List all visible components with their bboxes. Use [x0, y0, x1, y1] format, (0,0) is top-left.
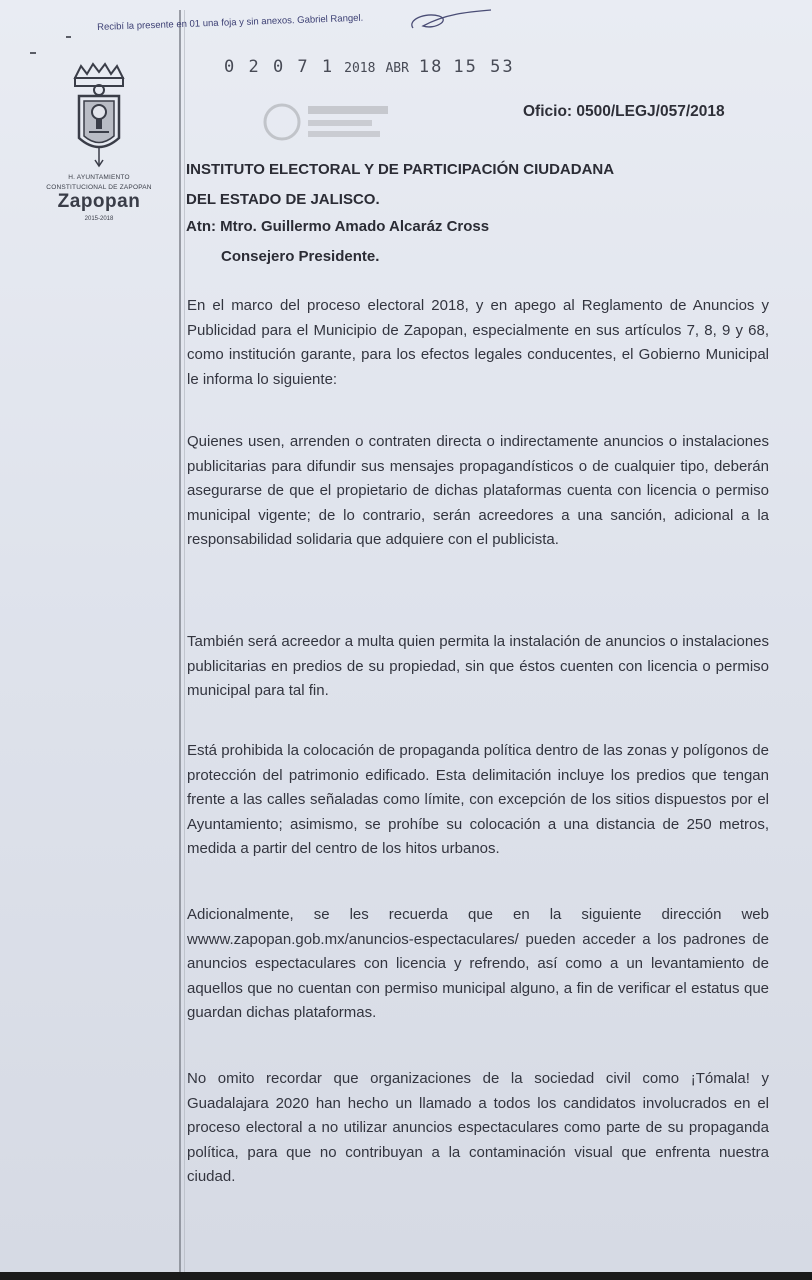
coat-of-arms-icon — [67, 60, 131, 172]
addressee-attention: Atn: Mtro. Guillermo Amado Alcaráz Cross — [186, 218, 490, 235]
logo-name: Zapopan — [57, 191, 141, 212]
zapopan-logo — [36, 60, 162, 222]
stamp-month: ABR — [385, 61, 409, 76]
margin-mark — [30, 52, 36, 54]
paragraph-website: Adicionalmente, se les recuerda que en la siguiente dirección web wwww.zapopan.gob.mx/anuncios-espectaculares/ pueden acceder a los padrones de anuncios espectaculares con licencia y refrendo, así como a un levantamiento de aquellos que no cuentan con permiso municipal alguno, a fin de verificar el estatus que guardan dichas plataformas. — [187, 906, 769, 1022]
logo-years: 2015-2018 — [84, 216, 114, 222]
stamp-time: 15 53 — [453, 57, 515, 77]
stamp-number: 0 2 0 7 1 — [224, 57, 335, 77]
addressee-block — [186, 157, 614, 269]
paragraph-intro: En el marco del proceso electoral 2018, y en apego al Reglamento de Anuncios y Publicidad para el Municipio de Zapopan, especialmente en sus artículos 7, 8, 9 y 68, como institución garante, para los efectos legales conducentes, el Gobierno Municipal le informa lo siguiente: — [187, 297, 769, 388]
logo-caption-line2: CONSTITUCIONAL DE ZAPOPAN — [46, 183, 152, 191]
logo-caption-line1: H. AYUNTAMIENTO — [68, 174, 130, 181]
paragraph-license-requirement: Quienes usen, arrenden o contraten directa o indirectamente anuncios o instalaciones publicitarias para difundir sus mensajes propagandísticos o de cualquier tipo, deberán asegurarse de que el propietario de dichas plataformas cuenta con licencia o permiso municipal vigente; de lo contrario, serán acreedores a una sanción, adicional a la responsabilidad solidaria que adquiere con el publicista. — [187, 433, 769, 549]
page-fold-line — [179, 10, 181, 1272]
addressee-institute: INSTITUTO ELECTORAL Y DE PARTICIPACIÓN CIUDADANA — [186, 161, 615, 178]
faded-stamp-icon — [262, 100, 402, 144]
margin-mark — [66, 36, 71, 38]
page-fold-shadow — [184, 10, 185, 1272]
paragraph-civil-society: No omito recordar que organizaciones de la sociedad civil como ¡Tómala! y Guadalajara 2020 han hecho un llamado a todos los candidatos involucrados en el proceso electoral a no utilizar anuncios espectaculares como parte de su propaganda política, para que no contribuyan a la contaminación visual que enfrenta nuestra ciudad. — [187, 1070, 769, 1186]
stamp-year: 2018 — [344, 61, 376, 76]
oficio-number: Oficio: 0500/LEGJ/057/2018 — [523, 103, 725, 120]
received-note: Recibí la presente en 01 una foja y sin anexos. Gabriel Rangel. — [97, 12, 364, 33]
addressee-state: DEL ESTADO DE JALISCO. — [186, 191, 380, 208]
addressee-title: Consejero Presidente. — [221, 248, 380, 265]
paragraph-owner-fine: También será acreedor a multa quien permita la instalación de anuncios o instalaciones publicitarias en predios de su propiedad, sin que éstos cuenten con licencia o permiso municipal para tal fin. — [187, 633, 769, 700]
paragraph-prohibition: Está prohibida la colocación de propaganda política dentro de las zonas y polígonos de protección del patrimonio edificado. Esta delimitación incluye los predios que tengan frente a las calles señaladas como límite, con excepción de los sitios dispuestos por el Ayuntamiento; asimismo, se prohíbe su colocación a una distancia de 250 metros, medida a partir del centro de los hitos urbanos. — [187, 742, 769, 858]
bottom-edge — [0, 1272, 812, 1280]
reception-stamp — [224, 57, 525, 77]
signature-scribble — [405, 6, 495, 36]
stamp-day: 18 — [418, 57, 444, 77]
